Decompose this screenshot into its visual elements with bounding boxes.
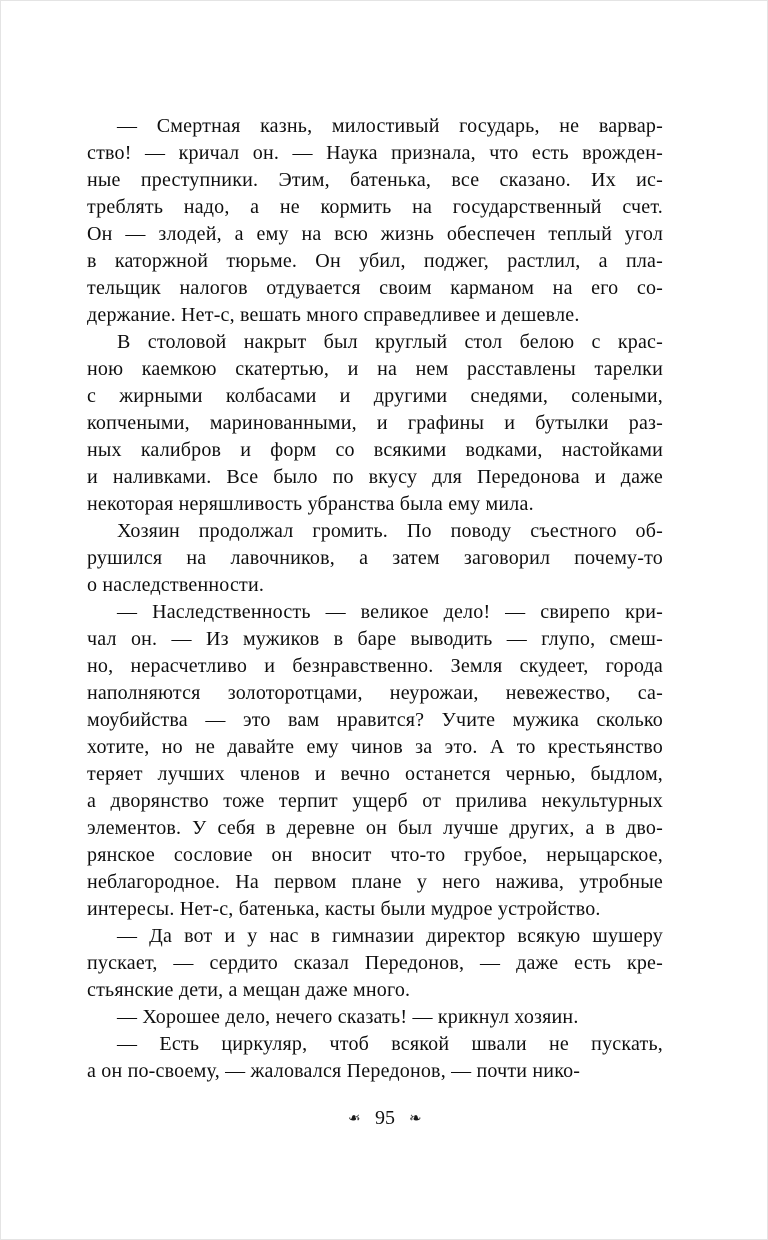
- text-line: теряет лучших членов и вечно останется чернью, быдлом,: [87, 763, 663, 785]
- page-number: 95: [375, 1107, 395, 1130]
- text-line: ство! — кричал он. — Наука признала, что есть врожден-: [87, 142, 663, 164]
- text-line: с жирными колбасами и другими снедями, солеными,: [87, 385, 663, 407]
- text-line: рянское сословие он вносит что-то грубое, нерыцарское,: [87, 844, 663, 866]
- text-line: ных калибров и форм со всякими водками, настойками: [87, 439, 663, 461]
- text-line: стьянские дети, а мещан даже много.: [87, 979, 411, 1001]
- text-line: в каторжной тюрьме. Он убил, поджег, растлил, а пла-: [87, 250, 663, 272]
- paragraph: [87, 329, 663, 518]
- paragraph: [87, 518, 663, 599]
- paragraph: [87, 1004, 663, 1031]
- text-line: пускает, — сердито сказал Передонов, — даже есть кре-: [87, 952, 663, 974]
- text-line: — Наследственность — великое дело! — свирепо кри-: [117, 601, 663, 623]
- text-line: треблять надо, а не кормить на государственный счет.: [87, 196, 663, 218]
- text-line: чал он. — Из мужиков в баре выводить — глупо, смеш-: [87, 628, 663, 650]
- text-line: — Хорошее дело, нечего сказать! — крикнул хозяин.: [117, 1006, 579, 1028]
- paragraph: [87, 1031, 663, 1085]
- text-line: о наследственности.: [87, 574, 265, 596]
- text-line: хотите, но не давайте ему чинов за это. А то крестьянство: [87, 736, 663, 758]
- text-line: Хозяин продолжал громить. По поводу съестного об-: [117, 520, 663, 542]
- paragraph: [87, 599, 663, 923]
- text-line: держание. Нет-с, вешать много справедливее и дешевле.: [87, 304, 580, 326]
- text-line: наполняются золоторотцами, неурожаи, невежество, са-: [87, 682, 663, 704]
- text-line: В столовой накрыт был круглый стол белою с крас-: [117, 331, 663, 353]
- text-line: но, нерасчетливо и безнравственно. Земля скудеет, города: [87, 655, 663, 677]
- text-line: — Есть циркуляр, чтоб всякой швали не пускать,: [117, 1033, 663, 1055]
- paragraph: [87, 113, 663, 329]
- text-line: некоторая неряшливость убранства была ему мила.: [87, 493, 534, 515]
- text-line: а дворянство тоже терпит ущерб от прилива некультурных: [87, 790, 663, 812]
- footer-ornament-right-icon: ❧: [409, 1109, 422, 1128]
- text-line: а он по-своему, — жаловался Передонов, — почти нико-: [87, 1060, 581, 1082]
- text-line: моубийства — это вам нравится? Учите мужика сколько: [87, 709, 663, 731]
- footer-ornament-left-icon: ❧: [348, 1109, 361, 1128]
- paragraph: [87, 923, 663, 1004]
- text-line: неблагородное. На первом плане у него нажива, утробные: [87, 871, 663, 893]
- text-line: ною каемкою скатертью, и на нем расставлены тарелки: [87, 358, 663, 380]
- text-line: копчеными, маринованными, и графины и бутылки раз-: [87, 412, 663, 434]
- page-footer: [1, 1103, 768, 1132]
- text-line: — Смертная казнь, милостивый государь, не варвар-: [117, 115, 663, 137]
- text-line: — Да вот и у нас в гимназии директор всякую шушеру: [117, 925, 663, 947]
- text-block: [87, 113, 663, 1085]
- text-line: и наливками. Все было по вкусу для Передонова и даже: [87, 466, 663, 488]
- text-line: элементов. У себя в деревне он был лучше других, а в дво-: [87, 817, 663, 839]
- text-line: тельщик налогов отдувается своим карманом на его со-: [87, 277, 663, 299]
- text-line: ные преступники. Этим, батенька, все сказано. Их ис-: [87, 169, 663, 191]
- text-line: рушился на лавочников, а затем заговорил почему-то: [87, 547, 663, 569]
- text-line: интересы. Нет-с, батенька, касты были мудрое устройство.: [87, 898, 601, 920]
- text-line: Он — злодей, а ему на всю жизнь обеспечен теплый угол: [87, 223, 663, 245]
